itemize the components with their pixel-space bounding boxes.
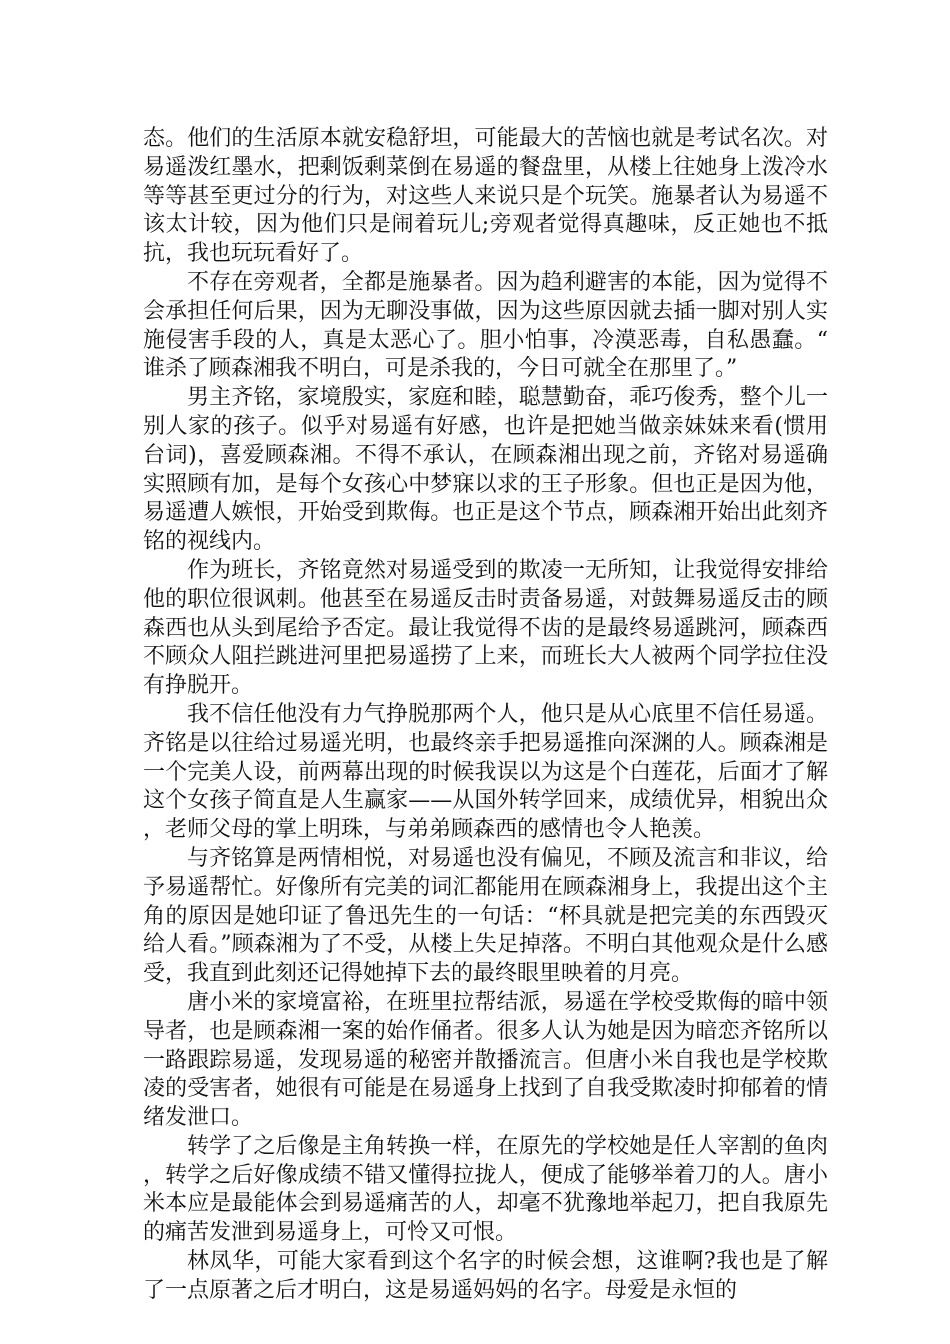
paragraph: 转学了之后像是主角转换一样，在原先的学校她是任人宰割的鱼肉，转学之后好像成绩不错又懂得拉拢人，便成了能够举着刀的人。唐小米本应是最能体会到易遥痛苦的人，却毫不犹豫地举起刀，把自我原先的痛苦发泄到易遥身上，可怜又可恨。 bbox=[143, 1133, 828, 1246]
paragraph: 与齐铭算是两情相悦，对易遥也没有偏见，不顾及流言和非议，给予易遥帮忙。好像所有完美的词汇都能用在顾森湘身上，我提出这个主角的原因是她印证了鲁迅先生的一句话：“杯具就是把完美的东西毁灭给人看。”顾森湘为了不受，从楼上失足掉落。不明白其他观众是什么感受，我直到此刻还记得她掉下去的最终眼里映着的月亮。 bbox=[143, 845, 828, 987]
paragraph: 男主齐铭，家境殷实，家庭和睦，聪慧勤奋，乖巧俊秀，整个儿一别人家的孩子。似乎对易遥有好感，也许是把她当做亲妹妹来看(惯用台词)，喜爱顾森湘。不得不承认，在顾森湘出现之前，齐铭对易遥确实照顾有加，是每个女孩心中梦寐以求的王子形象。但也正是因为他，易遥遭人嫉恨，开始受到欺侮。也正是这个节点，顾森湘开始出此刻齐铭的视线内。 bbox=[143, 385, 828, 555]
paragraph: 作为班长，齐铭竟然对易遥受到的欺凌一无所知，让我觉得安排给他的职位很讽刺。他甚至在易遥反击时责备易遥，对鼓舞易遥反击的顾森西也从头到尾给予否定。最让我觉得不齿的是最终易遥跳河，顾森西不顾众人阻拦跳进河里把易遥捞了上来，而班长大人被两个同学拉住没有挣脱开。 bbox=[143, 557, 828, 699]
article-body bbox=[143, 125, 828, 1306]
paragraph: 我不信任他没有力气挣脱那两个人，他只是从心底里不信任易遥。齐铭是以往给过易遥光明，也最终亲手把易遥推向深渊的人。顾森湘是一个完美人设，前两幕出现的时候我误以为这是个白莲花，后面才了解这个女孩子简直是人生赢家——从国外转学回来，成绩优异，相貌出众，老师父母的掌上明珠，与弟弟顾森西的感情也令人艳羡。 bbox=[143, 701, 828, 843]
paragraph-continuation: 态。他们的生活原本就安稳舒坦，可能最大的苦恼也就是考试名次。对易遥泼红墨水，把剩饭剩菜倒在易遥的餐盘里，从楼上往她身上泼冷水等等甚至更过分的行为，对这些人来说只是个玩笑。施暴者认为易遥不该太计较，因为他们只是闹着玩儿;旁观者觉得真趣味，反正她也不抵抗，我也玩玩看好了。 bbox=[143, 126, 828, 267]
paragraph: 不存在旁观者，全都是施暴者。因为趋利避害的本能，因为觉得不会承担任何后果，因为无聊没事做，因为这些原因就去插一脚对别人实施侵害手段的人，真是太恶心了。胆小怕事，冷漠恶毒，自私愚蠢。“谁杀了顾森湘我不明白，可是杀我的，今日可就全在那里了。” bbox=[143, 269, 828, 382]
paragraph: 唐小米的家境富裕，在班里拉帮结派，易遥在学校受欺侮的暗中领导者，也是顾森湘一案的始作俑者。很多人认为她是因为暗恋齐铭所以一路跟踪易遥，发现易遥的秘密并散播流言。但唐小米自我也是学校欺凌的受害者，她很有可能是在易遥身上找到了自我受欺凌时抑郁着的情绪发泄口。 bbox=[143, 989, 828, 1131]
paragraph: 林凤华，可能大家看到这个名字的时候会想，这谁啊?我也是了解了一点原著之后才明白，这是易遥妈妈的名字。母爱是永恒的 bbox=[143, 1249, 828, 1303]
